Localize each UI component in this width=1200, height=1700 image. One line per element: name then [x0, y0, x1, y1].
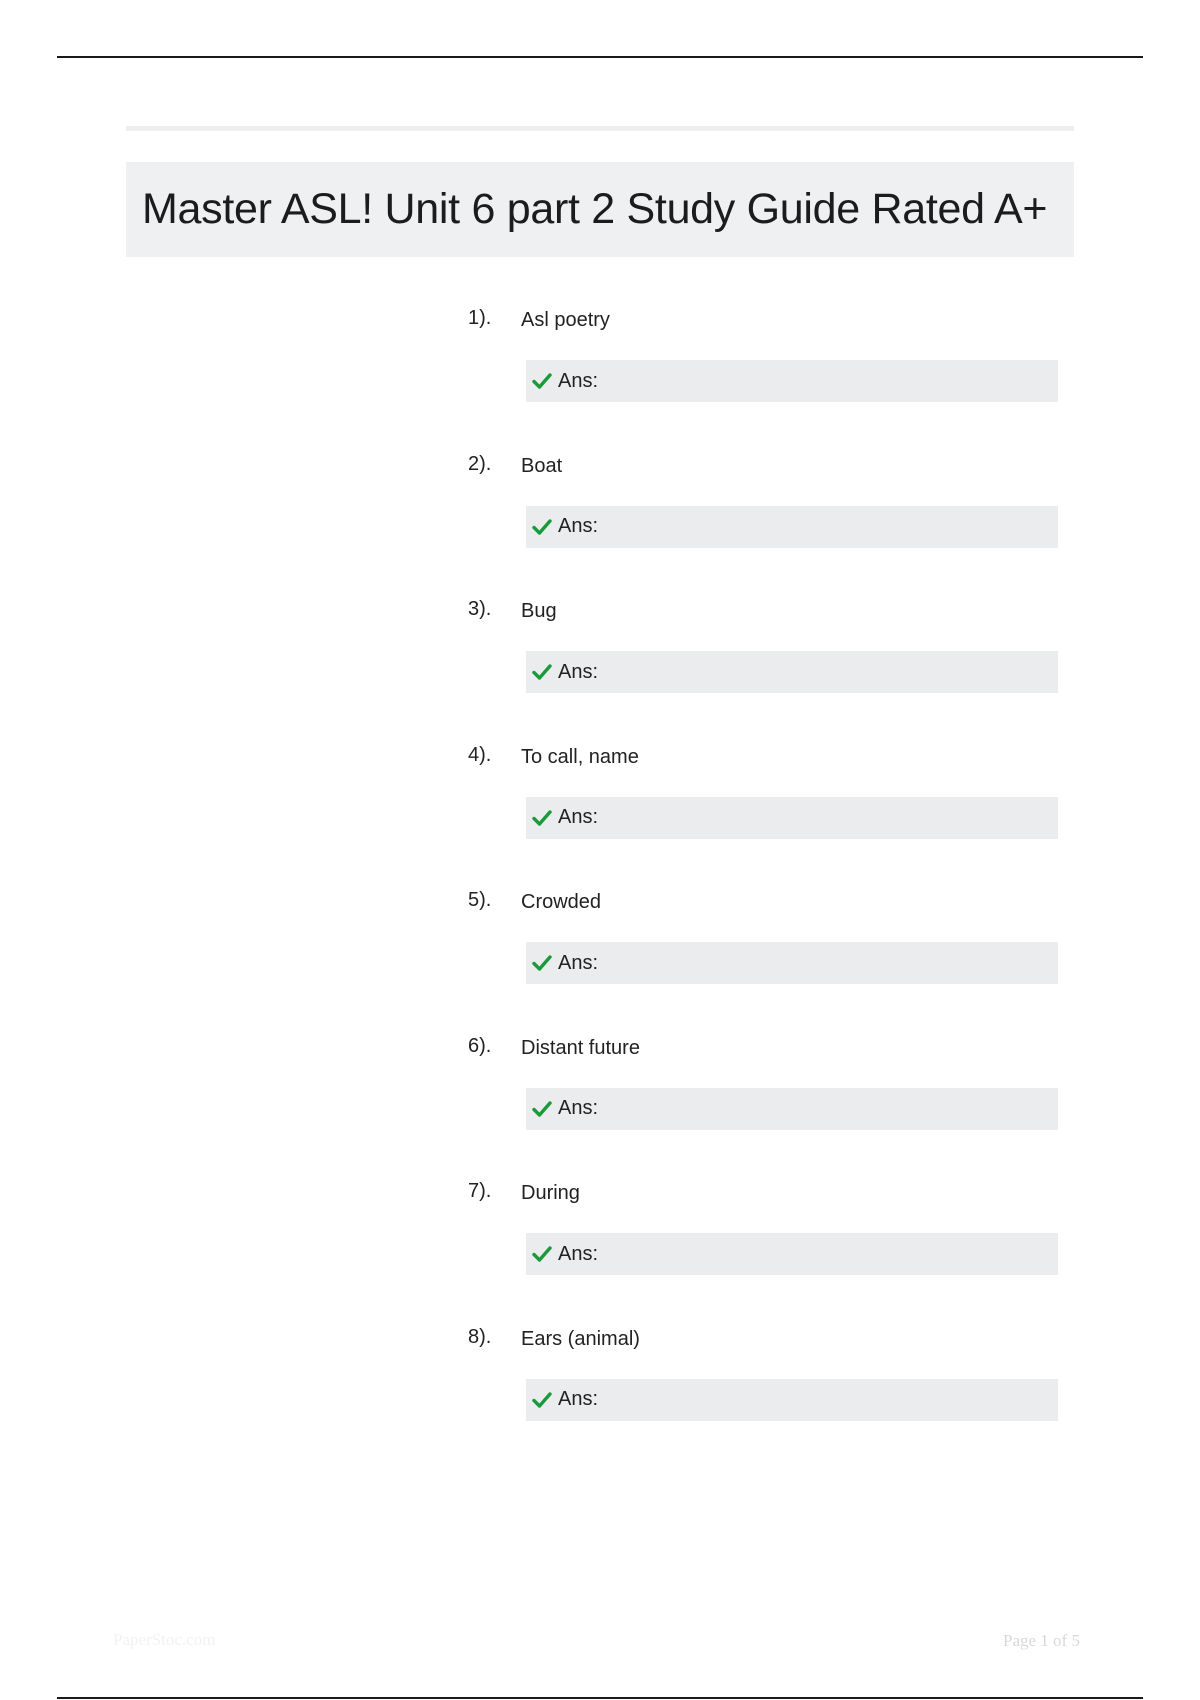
- answer-box: [526, 942, 1058, 984]
- answer-box: [526, 1379, 1058, 1421]
- document-title: Master ASL! Unit 6 part 2 Study Guide Rated A+: [142, 185, 1048, 233]
- check-icon: [532, 1245, 552, 1263]
- page-number: Page 1 of 5: [1003, 1631, 1080, 1650]
- question-text: Crowded: [521, 891, 602, 913]
- answer-box: [526, 651, 1058, 693]
- question-item: [468, 1324, 1058, 1470]
- answer-box: [526, 1233, 1058, 1275]
- question-item: [468, 1178, 1058, 1324]
- title-banner: [126, 162, 1074, 257]
- footer-watermark: PaperStoc.com: [113, 1630, 216, 1649]
- answer-box: [526, 360, 1058, 402]
- question-text: Distant future: [521, 1036, 640, 1059]
- check-icon: [532, 1100, 552, 1118]
- question-number: 2).: [468, 452, 492, 475]
- answer-label: Ans:: [558, 806, 599, 828]
- question-item: [468, 305, 1058, 451]
- answer-label: Ans:: [558, 369, 599, 392]
- check-icon: [532, 663, 552, 681]
- question-number: 5).: [468, 889, 492, 911]
- answer-box: [526, 797, 1058, 839]
- question-item: [468, 451, 1058, 597]
- check-icon: [532, 1391, 552, 1409]
- answer-label: Ans:: [558, 1388, 599, 1410]
- check-icon: [532, 954, 552, 972]
- question-item: [468, 742, 1058, 888]
- top-rule: [57, 56, 1143, 58]
- question-number: 4).: [468, 743, 492, 766]
- check-icon: [532, 372, 552, 390]
- check-icon: [532, 518, 552, 536]
- question-item: [468, 887, 1058, 1033]
- question-text: Bug: [521, 600, 557, 622]
- question-item: [468, 596, 1058, 742]
- check-icon: [532, 809, 552, 827]
- answer-box: [526, 506, 1058, 548]
- question-text: Boat: [521, 454, 563, 477]
- question-number: 7).: [468, 1180, 492, 1202]
- question-list: [468, 305, 1058, 1469]
- question-number: 1).: [468, 307, 492, 329]
- answer-label: Ans:: [558, 515, 599, 537]
- answer-label: Ans:: [558, 1242, 599, 1265]
- bottom-rule: [57, 1697, 1143, 1699]
- title-divider: [126, 126, 1074, 131]
- answer-label: Ans:: [558, 660, 599, 683]
- question-item: [468, 1033, 1058, 1179]
- question-text: Ears (animal): [521, 1327, 640, 1350]
- answer-box: [526, 1088, 1058, 1130]
- answer-label: Ans:: [558, 1097, 599, 1119]
- question-number: 8).: [468, 1325, 492, 1348]
- question-number: 3).: [468, 598, 492, 620]
- question-text: To call, name: [521, 745, 639, 768]
- question-text: Asl poetry: [521, 309, 610, 331]
- question-number: 6).: [468, 1034, 492, 1057]
- question-text: During: [521, 1182, 580, 1204]
- answer-label: Ans:: [558, 951, 599, 974]
